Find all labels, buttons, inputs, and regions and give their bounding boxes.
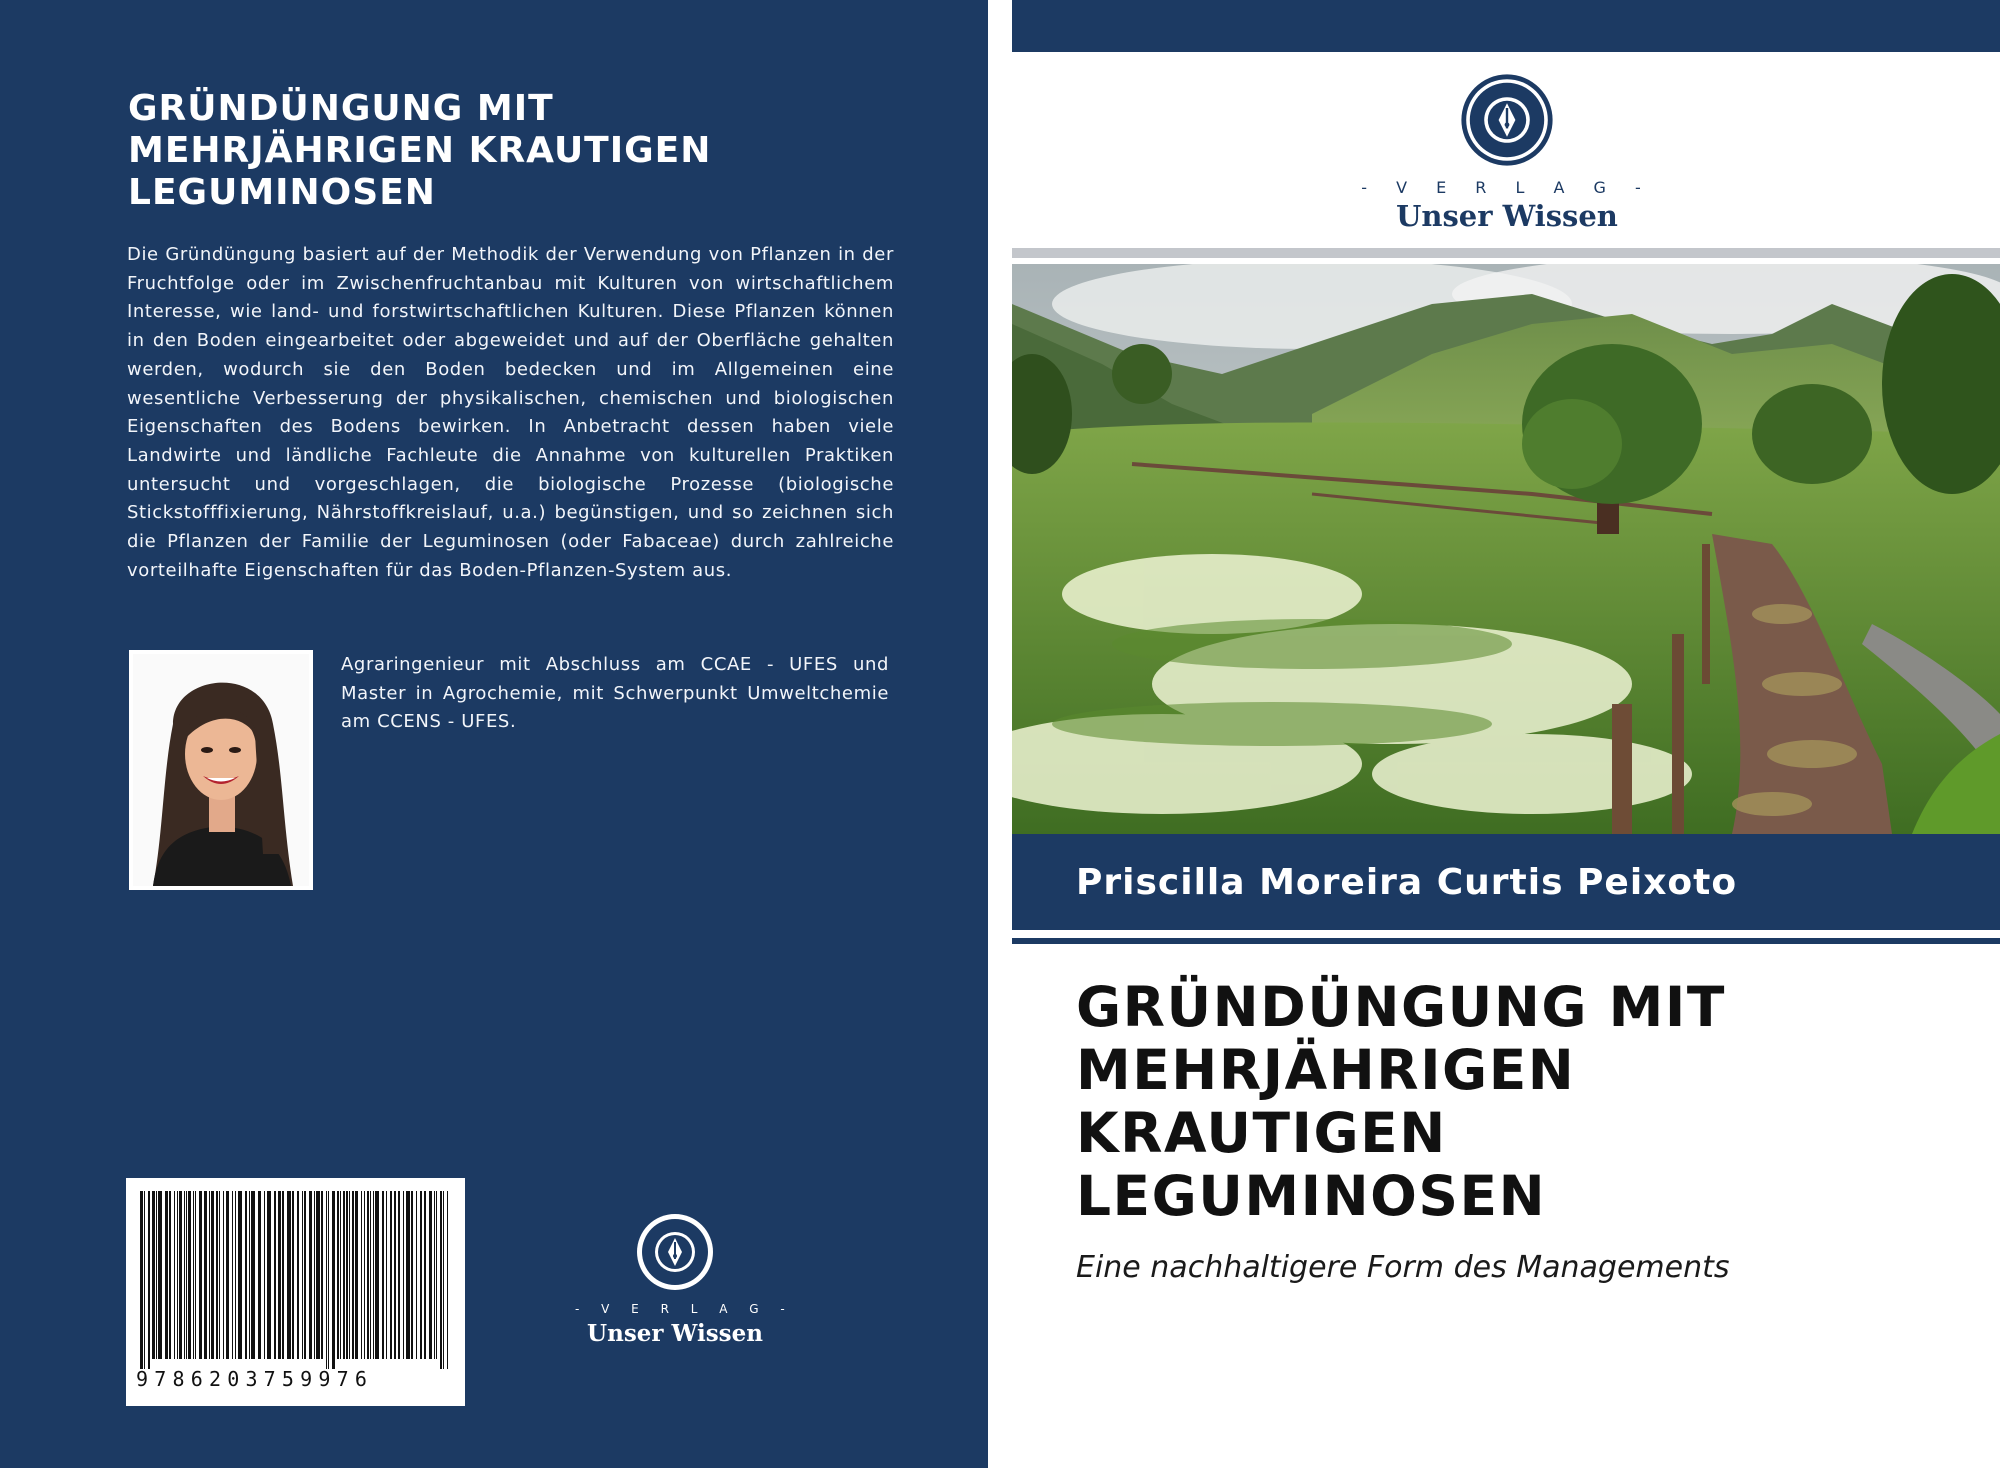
barcode-bar — [447, 1191, 448, 1369]
barcode-bar — [238, 1191, 242, 1359]
barcode-bar — [321, 1191, 323, 1359]
barcode-bar — [144, 1191, 145, 1369]
front-title-line: LEGUMINOSEN — [1076, 1164, 1547, 1228]
barcode-bar — [416, 1191, 417, 1359]
verlag-label: - V E R L A G - — [1361, 178, 1653, 197]
barcode-bar — [264, 1191, 265, 1359]
barcode-bar — [274, 1191, 276, 1359]
book-subtitle: Eine nachhaltigere Form des Managements — [1076, 1250, 1730, 1285]
barcode-bar — [314, 1191, 315, 1359]
barcode-bar — [304, 1191, 306, 1359]
barcode-bar — [340, 1191, 341, 1359]
back-title-line: MEHRJÄHRIGEN KRAUTIGEN — [128, 130, 712, 171]
publisher-seal-icon — [1459, 72, 1555, 168]
barcode-bar — [316, 1191, 320, 1359]
barcode-bar — [309, 1191, 312, 1359]
barcode-bar — [436, 1191, 437, 1359]
front-cover-title — [1076, 976, 1976, 1228]
barcode-bar — [361, 1191, 362, 1359]
barcode-bar — [165, 1191, 168, 1359]
barcode-bar — [370, 1191, 371, 1359]
barcode-bar — [174, 1191, 175, 1359]
barcode-bar — [420, 1191, 422, 1359]
barcode-bar — [382, 1191, 384, 1359]
publisher-seal-icon — [635, 1212, 715, 1292]
barcode-bar — [188, 1191, 191, 1359]
barcode-bar — [267, 1191, 271, 1359]
barcode-bar — [429, 1191, 432, 1359]
barcode-bar — [282, 1191, 284, 1359]
front-title-line: GRÜNDÜNGUNG MIT — [1076, 975, 1726, 1039]
barcode-bar — [148, 1191, 150, 1369]
barcode-bar — [232, 1191, 233, 1359]
barcode-bar — [211, 1191, 214, 1359]
barcode-bar — [216, 1191, 218, 1359]
barcode-bar — [332, 1191, 335, 1369]
barcode-bar — [204, 1191, 207, 1359]
barcode-bar — [193, 1191, 194, 1359]
barcode-digits: 9786203759976 — [136, 1367, 374, 1391]
barcode-bar — [367, 1191, 369, 1359]
barcode-bar — [278, 1191, 281, 1359]
barcode-bar — [184, 1191, 185, 1359]
divider — [1012, 938, 2000, 944]
barcode-bar — [411, 1191, 413, 1359]
barcode-bar — [302, 1191, 303, 1359]
barcode-bar — [235, 1191, 236, 1359]
isbn-barcode — [126, 1178, 465, 1406]
barcode-bar — [390, 1191, 392, 1359]
barcode-bar — [349, 1191, 350, 1359]
barcode-bar — [424, 1191, 426, 1359]
barcode-bar — [443, 1191, 444, 1369]
publisher-brand: Unser Wissen — [1396, 199, 1618, 233]
barcode-bar — [292, 1191, 294, 1359]
barcode-bar — [152, 1191, 155, 1359]
barcode-bar — [337, 1191, 339, 1359]
barcode-bar — [355, 1191, 358, 1359]
barcode-bar — [297, 1191, 299, 1359]
barcode-bar — [364, 1191, 365, 1359]
barcode-bar — [287, 1191, 291, 1359]
barcode-bar — [219, 1191, 220, 1359]
author-name: Priscilla Moreira Curtis Peixoto — [1076, 862, 1738, 903]
front-publisher-logo — [1347, 72, 1667, 233]
author-bio: Agraringenieur mit Abschluss am CCAE - UFES und Master in Agrochemie, mit Schwerpunkt Umweltchemie am CCENS - UFES. — [341, 654, 889, 733]
front-cover — [1012, 0, 2000, 1468]
barcode-bar — [156, 1191, 157, 1359]
cover-landscape-photo — [1012, 264, 2000, 834]
barcode-bar — [440, 1191, 442, 1369]
barcode-bar — [434, 1191, 435, 1359]
barcode-bar — [406, 1191, 410, 1359]
barcode-bar — [158, 1191, 162, 1359]
barcode-bar — [403, 1191, 404, 1359]
barcode-bar — [328, 1191, 329, 1369]
barcode-bar — [177, 1191, 178, 1359]
barcode-bar — [375, 1191, 379, 1359]
barcode-bar — [186, 1191, 187, 1359]
barcode-bar — [179, 1191, 182, 1359]
barcode-bar — [394, 1191, 396, 1359]
publisher-brand: Unser Wissen — [587, 1320, 763, 1347]
spine-gap — [988, 0, 1012, 1468]
barcode-bar — [251, 1191, 255, 1359]
back-cover — [0, 0, 988, 1468]
barcode-bar — [169, 1191, 171, 1359]
barcode-bar — [199, 1191, 202, 1359]
barcode-bars — [136, 1191, 455, 1369]
author-band — [1012, 834, 2000, 930]
verlag-label: - V E R L A G - — [575, 1302, 794, 1316]
author-photo — [129, 650, 313, 890]
barcode-bar — [373, 1191, 374, 1359]
front-title-line: KRAUTIGEN — [1076, 1101, 1447, 1165]
top-band — [1012, 0, 2000, 52]
barcode-bar — [258, 1191, 261, 1359]
barcode-bar — [245, 1191, 247, 1359]
back-publisher-logo — [575, 1212, 794, 1347]
barcode-bar — [352, 1191, 354, 1359]
barcode-bar — [386, 1191, 387, 1359]
back-title-line: GRÜNDÜNGUNG MIT — [128, 88, 554, 129]
barcode-bar — [346, 1191, 348, 1359]
divider — [1012, 248, 2000, 258]
book-blurb: Die Gründüngung basiert auf der Methodik der Verwendung von Pflanzen in der Fruchtfolge oder im Zwischenfruchtanbau mit Kulturen von wirtschaftlichem Interesse, wie land- und forstwirtschaftlichen Kulturen. Diese Pflanzen können in den Boden eingearbeitet oder abgeweidet und auf der Oberfläche gehalten werden, wodurch sie den Boden bedecken und im Allgemeinen eine wesentliche Verbesserung der physikalischen, chemischen und biologischen Eigenschaften des Bodens bewirken. In Anbetracht dessen haben viele Landwirte und ländliche Fachleute die Annahme von kulturellen Praktiken untersucht und vorgeschlagen, die biologische Prozesse (biologische Stickstofffixierung, Nährstoffkreislauf, u.a.) begünstigen, und so zeichnen sich die Pflanzen der Familie der Leguminosen (oder Fabaceae) durch zahlreiche vorteilhafte Eigenschaften für das Boden-Pflanzen-System aus. — [127, 244, 894, 581]
back-title-line: LEGUMINOSEN — [128, 172, 436, 213]
barcode-bar — [209, 1191, 210, 1359]
barcode-bar — [223, 1191, 224, 1359]
barcode-bar — [326, 1191, 327, 1369]
back-cover-title — [128, 88, 908, 214]
front-title-line: MEHRJÄHRIGEN — [1076, 1038, 1576, 1102]
barcode-bar — [226, 1191, 229, 1359]
barcode-bar — [195, 1191, 196, 1359]
barcode-bar — [398, 1191, 400, 1359]
barcode-bar — [343, 1191, 345, 1359]
barcode-bar — [249, 1191, 250, 1359]
barcode-bar — [140, 1191, 143, 1369]
